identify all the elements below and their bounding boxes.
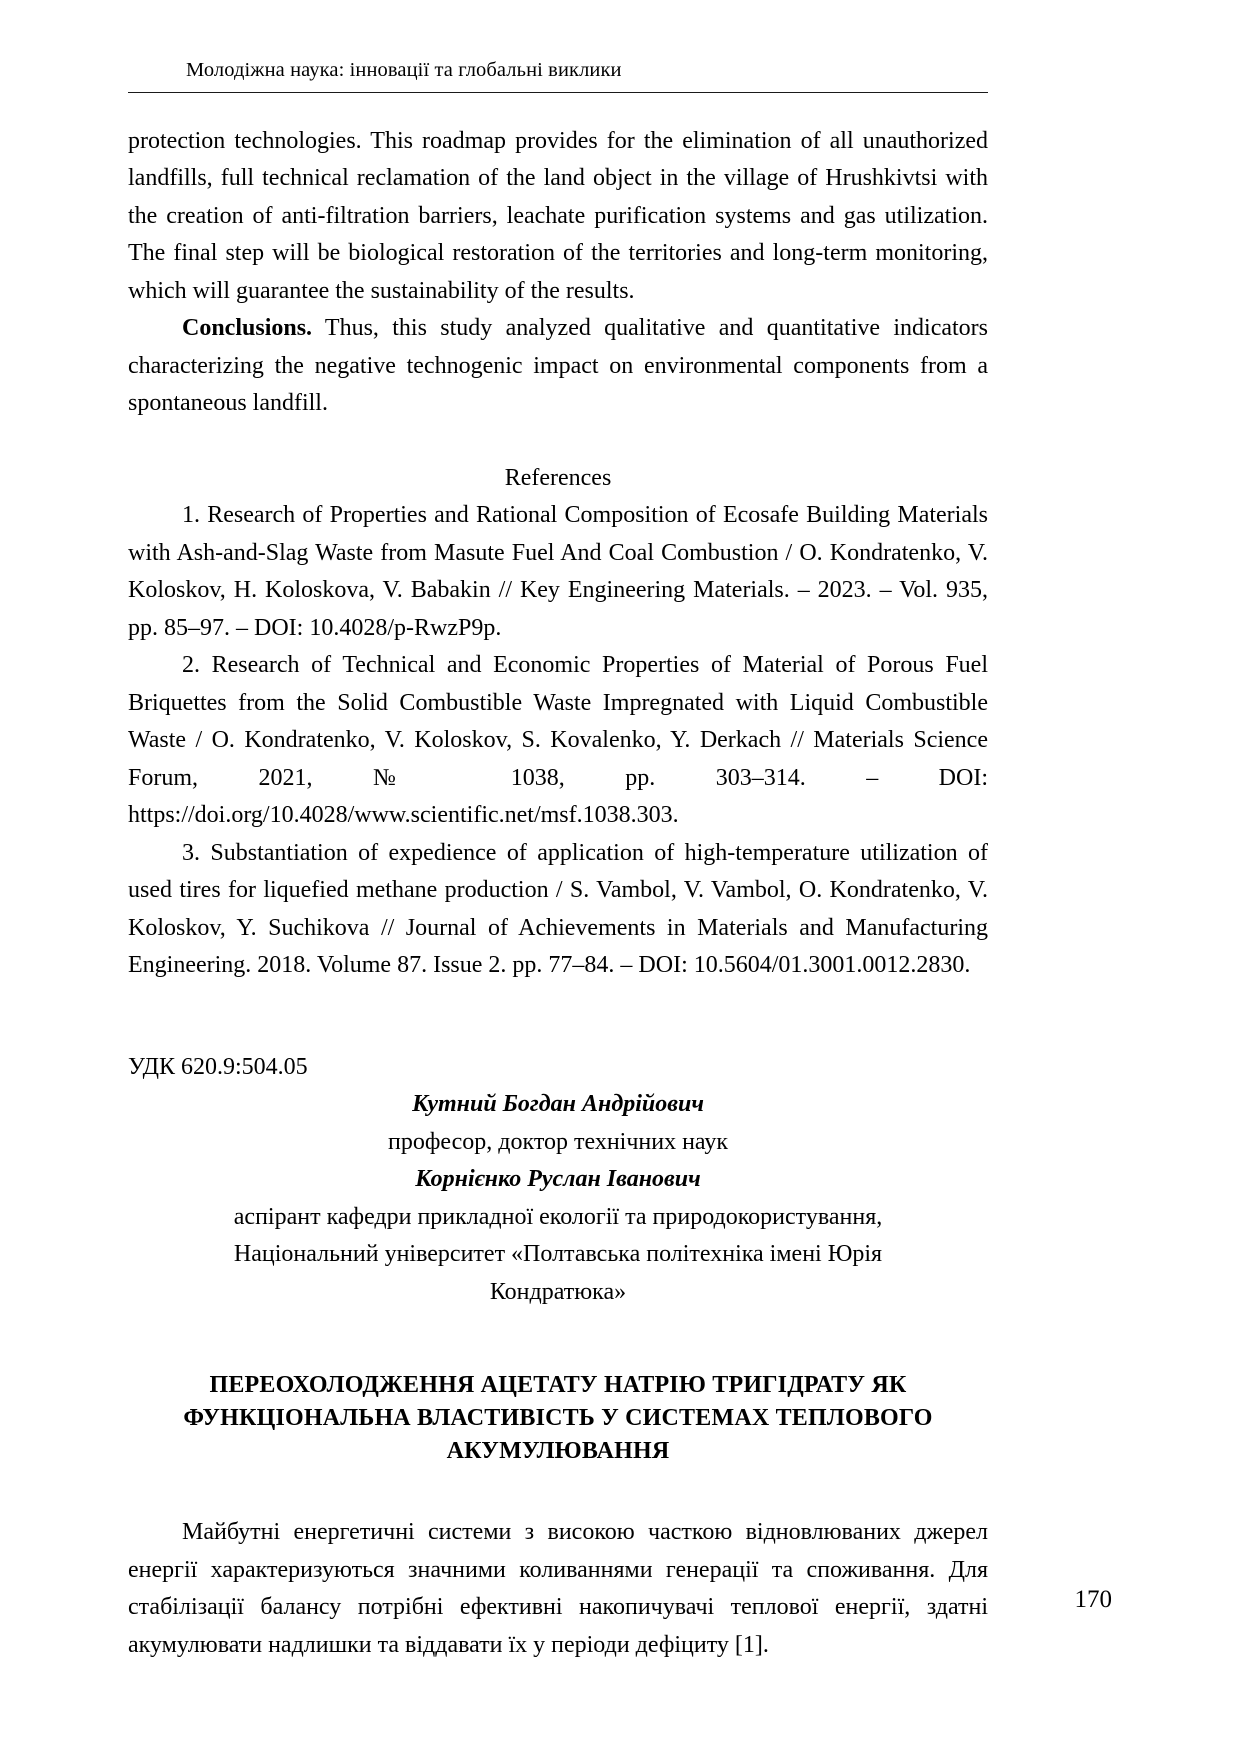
- reference-item: 1. Research of Properties and Rational Composition of Ecosafe Building Materials with Ash-and-Slag Waste from Masute Fuel And Coal Combustion / O. Kondratenko, V. Koloskov, H. Koloskova, V. Babakin // Key Engineering Materials. – 2023. – Vol. 935, pp. 85–97. – DOI: 10.4028/p-RwzP9p.: [128, 502, 988, 641]
- affiliation-line-2: Кондратюка»: [489, 1278, 627, 1305]
- affiliation-line-1: Національний університет «Полтавська політехніка імені Юрія: [233, 1241, 883, 1268]
- article-title-line-2: ФУНКЦІОНАЛЬНА ВЛАСТИВІСТЬ У СИСТЕМАХ ТЕПЛОВОГО: [183, 1405, 933, 1432]
- article-title-line-3: АКУМУЛЮВАННЯ: [446, 1438, 670, 1465]
- author-name-2: Корнієнко Руслан Іванович: [415, 1166, 701, 1193]
- header-rule: [128, 92, 988, 93]
- abstract-block: [128, 1514, 988, 1664]
- article-title: [128, 1369, 988, 1468]
- page-content: [128, 0, 988, 1664]
- reference-item: 3. Substantiation of expedience of application of high-temperature utilization of used tires for liquefied methane production / S. Vambol, V. Vambol, O. Kondratenko, V. Koloskov, Y. Suchikova // Journal of Achievements in Materials and Manufacturing Engineering. 2018. Volume 87. Issue 2. pp. 77–84. – DOI: 10.5604/01.3001.0012.2830.: [128, 839, 988, 979]
- author-name-1: Кутний Богдан Андрійович: [412, 1091, 704, 1118]
- conclusions-label: Conclusions.: [182, 315, 313, 342]
- author-role-2: аспірант кафедри прикладної екології та природокористування,: [233, 1203, 883, 1230]
- page-number: 170: [1074, 1586, 1112, 1613]
- conclusions-paragraph: [128, 310, 988, 423]
- reference-item: 2. Research of Technical and Economic Properties of Material of Porous Fuel Briquettes from the Solid Combustible Waste Impregnated with Liquid Combustible Waste / O. Kondratenko, V. Koloskov, S. Kovalenko, Y. Derkach // Materials Science Forum, 2021, № 1038, pp. 303–314. – DOI: https://doi.org/10.4028/www.scientific.net/msf.1038.303.: [128, 652, 988, 829]
- references-heading: References: [504, 464, 612, 491]
- abstract-paragraph: Майбутні енергетичні системи з високою часткою відновлюваних джерел енергії характеризуються значними коливаннями генерації та споживання. Для стабілізації балансу потрібні ефективні накопичувачі теплової енергії, здатні акумулювати надлишки та віддавати їх у періоди дефіциту [1].: [128, 1519, 988, 1658]
- author-role-1: професор, доктор технічних наук: [387, 1128, 729, 1155]
- running-head: Молодіжна наука: інновації та глобальні виклики: [186, 59, 622, 81]
- article-title-line-1: ПЕРЕОХОЛОДЖЕННЯ АЦЕТАТУ НАТРІЮ ТРИГІДРАТУ ЯК: [209, 1372, 907, 1399]
- udk-code: УДК 620.9:504.05: [128, 1053, 308, 1080]
- body-text-block: [128, 123, 988, 985]
- conclusions-text: Thus, this study analyzed qualitative and quantitative indicators characterizing the negative technogenic impact on environmental components from a spontaneous landfill.: [128, 315, 988, 417]
- continued-paragraph: protection technologies. This roadmap provides for the elimination of all unauthorized landfills, full technical reclamation of the land object in the village of Hrushkivtsi with the creation of anti-filtration barriers, leachate purification systems and gas utilization. The final step will be biological restoration of the territories and long-term monitoring, which will guarantee the sustainability of the results.: [128, 127, 988, 304]
